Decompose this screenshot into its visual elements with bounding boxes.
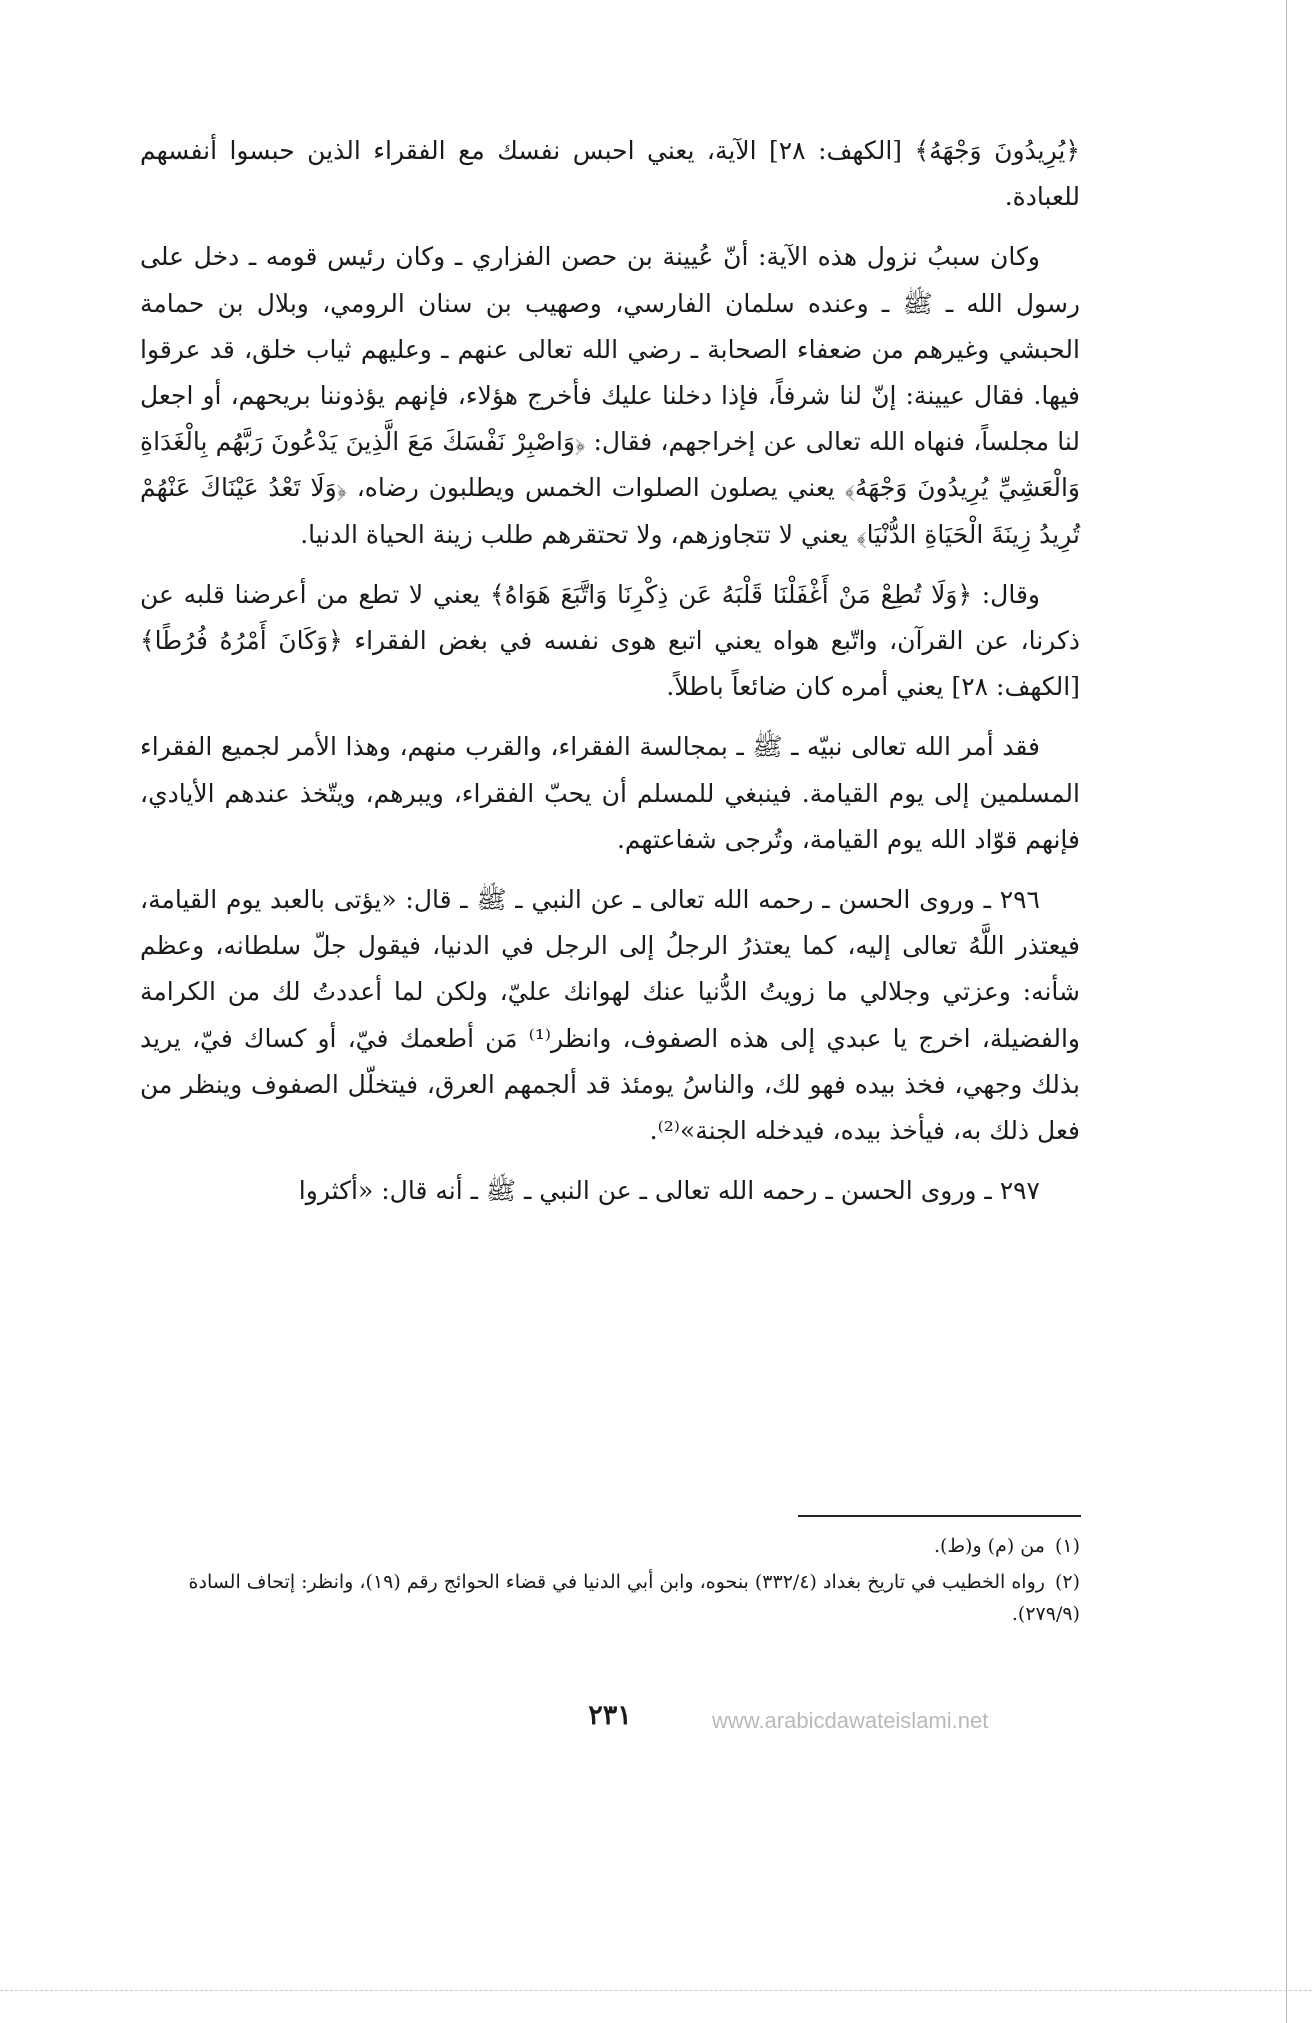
paragraph-hadith-297: ٢٩٧ ـ وروى الحسن ـ رحمه الله تعالى ـ عن النبي ـ ﷺ ـ أنه قال: «أكثروا [298,1176,1040,1206]
footnote-text: من (م) و(ط). [934,1535,1045,1557]
main-text [140,128,1080,1228]
footnote-separator [798,1515,1081,1517]
page-number: ٢٣١ [588,1700,632,1731]
footnote-text: رواه الخطيب في تاريخ بغداد (٣٣٢/٤) بنحوه، وابن أبي الدنيا في قضاء الحوائج رقم (١٩)، وانظر: إتحاف السادة (٢٧٩/٩). [188,1571,1080,1625]
paragraph-2: وكان سببُ نزول هذه الآية: أنّ عُيينة بن حصن الفزاري ـ وكان رئيس قومه ـ دخل على رسول الله ـ ﷺ ـ وعنده سلمان الفارسي، وصهيب بن سنان الرومي، وبلال بن حمامة الحبشي وغيرهم من ضعفاء الصحابة ـ رضي الله تعالى عنهم ـ وعليهم ثياب خلق، قد عرقوا فيها. فقال عيينة: إنّ لنا شرفاً، فإذا دخلنا عليك فأخرج هؤلاء، فإنهم يؤذوننا بريحهم، أو اجعل لنا مجلساً، فنهاه الله تعالى عن إخراجهم، فقال: ﴿وَاصْبِرْ نَفْسَكَ مَعَ الَّذِينَ يَدْعُونَ رَبَّهُم بِالْغَدَاةِ وَالْعَشِيِّ يُرِيدُونَ وَجْهَهُ﴾ يعني يصلون الصلوات الخمس ويطلبون رضاه، ﴿وَلَا تَعْدُ عَيْنَاكَ عَنْهُمْ تُرِيدُ زِينَةَ الْحَيَاةِ الدُّنْيَا﴾ يعني لا تتجاوزهم، ولا تحتقرهم طلب زينة الحياة الدنيا. [140,242,1080,549]
scan-bottom-border [0,1990,1312,1992]
page-edge-line [1286,0,1287,2023]
paragraph-1: ﴿يُرِيدُونَ وَجْهَهُ﴾ [الكهف: ٢٨] الآية، يعني احبس نفسك مع الفقراء الذين حبسوا أنفسهم للعبادة. [140,136,1080,212]
footnotes [140,1530,1080,1634]
paragraph-4: فقد أمر الله تعالى نبيّه ـ ﷺ ـ بمجالسة الفقراء، والقرب منهم، وهذا الأمر لجميع الفقراء المسلمين إلى يوم القيامة. فينبغي للمسلم أن يحبّ الفقراء، ويبرهم، ويتّخذ عندهم الأيادي، فإنهم قوّاد الله يوم القيامة، وتُرجى شفاعتهم. [140,732,1080,854]
paragraph-3: وقال: ﴿وَلَا تُطِعْ مَنْ أَغْفَلْنَا قَلْبَهُ عَن ذِكْرِنَا وَاتَّبَعَ هَوَاهُ﴾ يعني لا تطع من أعرضنا قلبه عن ذكرنا، عن القرآن، واتّبع هواه يعني اتبع هوى نفسه في بغض الفقراء ﴿وَكَانَ أَمْرُهُ فُرُطًا﴾ [الكهف: ٢٨] يعني أمره كان ضائعاً باطلاً. [140,579,1080,702]
footnote-number: (٢) [1054,1571,1080,1593]
footnote-1 [140,1530,1080,1562]
footnote-number: (١) [1054,1535,1080,1557]
paragraph-hadith-296: ٢٩٦ ـ وروى الحسن ـ رحمه الله تعالى ـ عن النبي ـ ﷺ ـ قال: «يؤتى بالعبد يوم القيامة، فيعتذر اللَّهُ تعالى إليه، كما يعتذرُ الرجلُ إلى الرجل في الدنيا، فيقول جلّ سلطانه، وعظم شأنه: وعزتي وجلالي ما زويتُ الدُّنيا عنك لهوانك عليّ، ولكن لما أعددتُ لك من الكرامة والفضيلة، اخرج يا عبدي إلى هذه الصفوف، وانظر⁽¹⁾ مَن أطعمك فيّ، أو كساك فيّ، يريد بذلك وجهي، فخذ بيده فهو لك، والناسُ يومئذ قد ألجمهم العرق، فيتخلّل الصفوف وينظر من فعل ذلك به، فيأخذ بيده، فيدخله الجنة»⁽²⁾. [140,885,1080,1146]
watermark: www.arabicdawateislami.net [712,1708,989,1733]
footnote-2 [140,1566,1080,1630]
